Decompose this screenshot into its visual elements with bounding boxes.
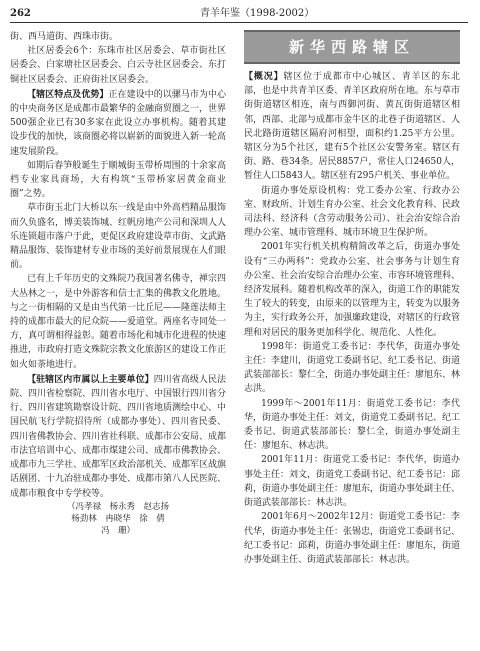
left-para-4: 草市街玉北门大桥以东一线是由中外高档精品服饰而久负盛名，博美装饰城、红帆房地产公司和深圳人人乐连锁超市落户于此，更促区政府建设草市街、文武路精品服饰、装饰建材专业市场的美好前景展现在人们眼前。 [10,203,227,271]
right-para-4: 1999年～2001年11月：街道党工委书记：李代华，街道办事处主任：刘文，街道党工委副书记、纪工委书记、街道武装部部长：黎仁全，街道办事处副主任：廖旭东、林志洪。 [244,398,461,452]
right-para-6: 2001年6月～2002年12月：街道党工委书记：李代华，街道办事处主任：张锡忠，街道党工委副书记、纪工委书记：邱莉，街道办事处副主任：廖旭东，街道办事处副主任、街道武装部部长：林志洪。 [244,512,461,565]
author-line-3: 冯 珊） [100,525,135,536]
author-line-2: 杨劲林 冉晓华 徐 倩 [71,513,165,524]
book-title: 青羊年鉴（1998-2002） [200,8,315,19]
left-section-6 [10,373,226,501]
left-column [10,30,226,537]
page-header [10,6,468,23]
banner-title: 新华西路辖区 [288,37,415,56]
right-para-5: 2001年11月：街道党工委书记：李代华，街道办事处主任：刘文，街道党工委副书记、纪工委书记：邱莉，街道办事处副主任：廖旭东，街道办事处副主任、街道武装部部长：林志洪。 [244,455,461,509]
left-para-0: 街、西马道街、西珠市街。 [10,32,119,42]
right-column [244,30,460,567]
district-banner [244,30,460,64]
left-section-2 [10,88,226,159]
author-credits [10,501,226,537]
section-body: 四川省高级人民法院、四川省检察院、四川省水电厅、中国银行四川省分行、四川省建筑勘察设计院、四川省地质测绘中心、中国民航飞行学院招待所（成都办事处）、四川省民委、四川省佛教协会、四川省社科联、成都市公安局、成都市法官培训中心、成都市煤建公司、成都市佛教协会、成都市九三学社、成都军区政治部机关、成都军区战旗话剧团、十九冶驻成都办事处、成都市第八人民医院、成都市粮食中专学校等。 [10,374,227,499]
page-number: 262 [10,8,31,19]
right-para-2: 2001年实行机关机构精简改革之后，街道办事处设有“三办两科”：党政办公室、社会事务与计划生育办公室、社会治安综合治理办公室、市容环境管理科、经济发展科。随着机构改革的深入，街道工作的职能发生了较大的转变，由原来的以管理为主，转变为以服务为主，实行政务公开，加强廉政建设，对辖区的行政管理和对居民的服务更加科学化、规范化、人性化。 [244,242,461,338]
right-para-1: 街道办事处原设机构：党工委办公室、行政办公室、财政所、计划生育办公室、社会文化教育科、民政司法科、经济科（含劳动服务公司）、社会治安综合治理办公室、城市管理科、城市环境卫生保护所。 [244,185,461,239]
section-heading: 【辖区特点及优势】 [27,89,109,100]
section-body: 正在建设中的以骡马市为中心的中央商务区是成都市最繁华的金融商贸圈之一，世界500强企业已有30多家在此设立办事机构。随着其建设步伐的加快，该商圈必将以崭新的面貌进入新一轮高速发展阶段。 [10,89,227,157]
left-para-5: 已有上千年历史的文殊院乃我国著名佛寺，禅宗四大丛林之一，是中外游客和信士汇集的佛教文化胜地。与之一街相隔的又是由当代第一比丘尼——隆莲法师主持的成都市最大的尼众院——爱道堂。两座名寺同处一方，真可谓相得益彰。随着市场化和城市化进程的快速推进，市政府打造文殊院宗教文化旅游区的建设工作正如火如荼地进行。 [10,274,227,370]
section-body: 辖区位于成都市中心城区、青羊区的东北部，也是中共青羊区委、青羊区政府所在地。东与草市街街道辖区相连，南与西御河街、黄瓦街街道辖区相邻，西部、北部与成都市金牛区的北巷子街道辖区、人民北路街道辖区隔府河相望，面积约1.25平方公里。辖区分为5个社区，建有5个社区公安警务室。辖区有街、路、巷34条。居民8857户，常住人口24650人，暂住人口5843人。辖区驻有295户机关、事业单位。 [244,72,461,182]
right-para-3: 1998年：街道党工委书记：李代华，街道办事处主任：李建川，街道党工委副书记、纪工委书记、街道武装部部长：黎仁全，街道办事处副主任：廖旭东、林志洪。 [244,341,461,395]
left-para-1: 社区居委会6个：东珠市社区居委会、草市街社区居委会、白家塘社区居委会、白云寺社区居委会、东打铜社区居委会、正府街社区居委会。 [10,46,227,85]
section-heading: 【概况】 [244,72,284,82]
section-heading: 【驻辖区内市属以上主要单位】 [27,374,154,385]
left-para-3: 如期后春笋般诞生于顺城街玉带桥周围的十余家高档专业家具商场，大有构筑“玉带桥家居黄金商业圈”之势。 [10,160,226,200]
right-section-0 [244,70,460,184]
author-line-1: （冯孝禄 杨永秀 赵志扬 [66,501,169,512]
